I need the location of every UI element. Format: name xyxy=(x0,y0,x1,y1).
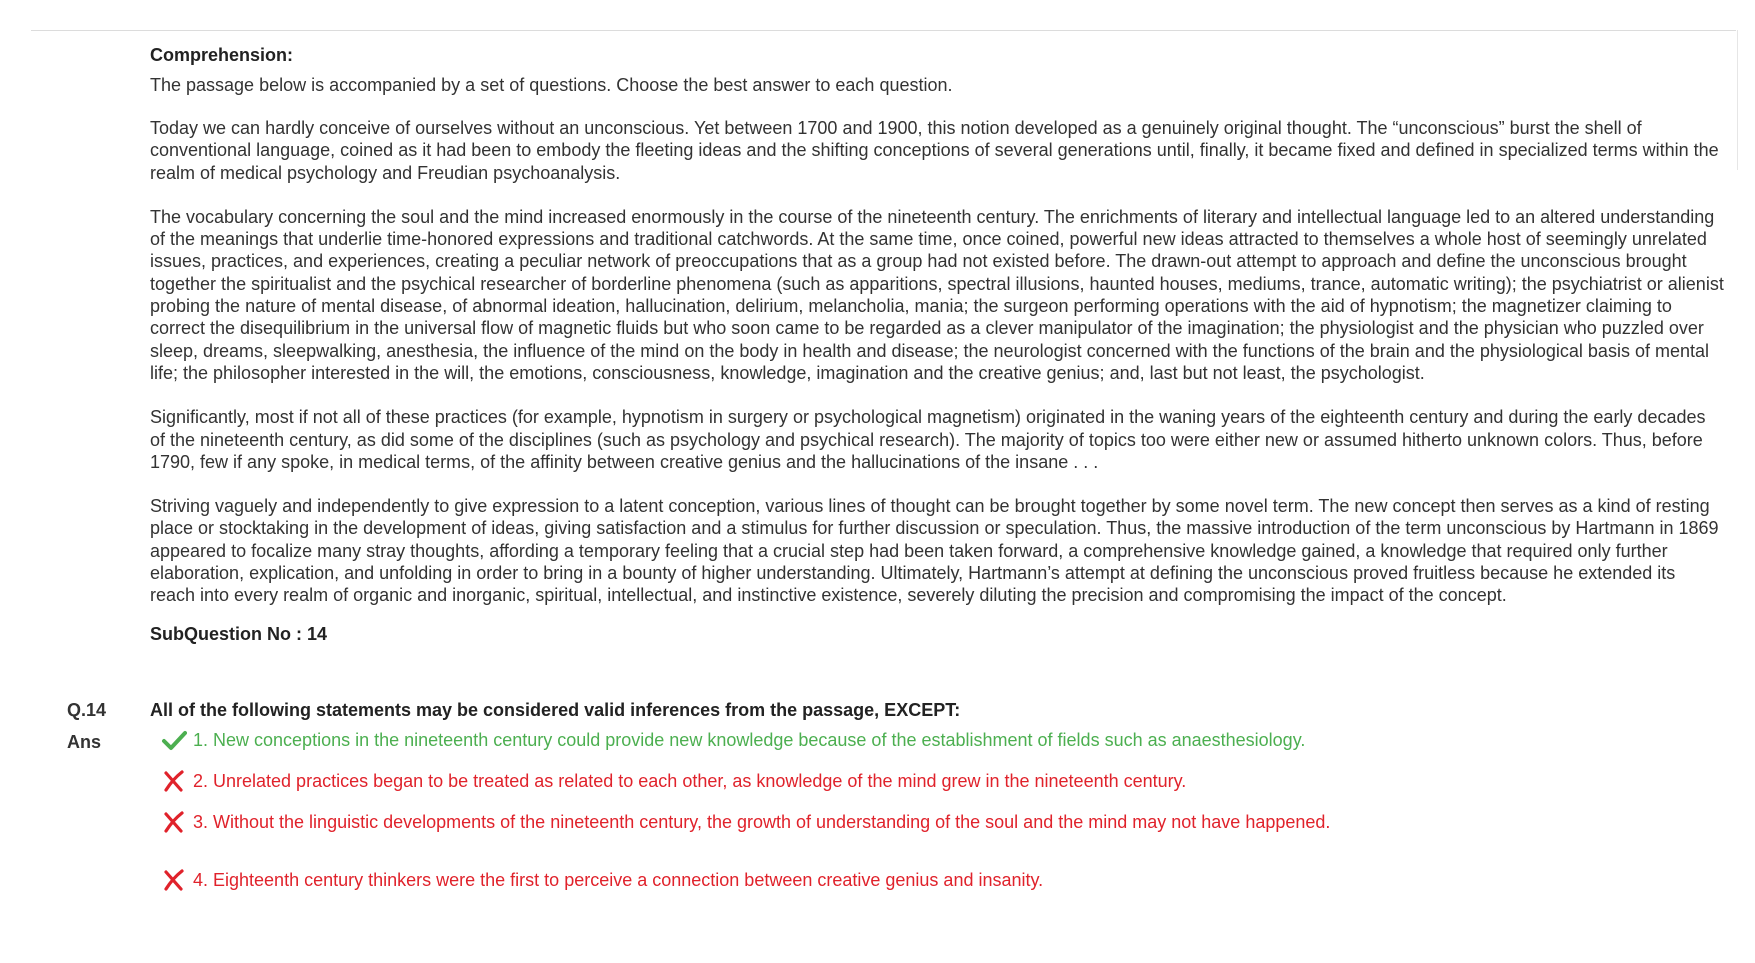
option-4 xyxy=(161,869,1043,891)
option-3-text: 3. Without the linguistic developments of the nineteenth century, the growth of understanding of the soul and the mind may not have happened. xyxy=(193,812,1331,832)
cross-icon xyxy=(161,811,187,833)
passage-paragraph-4: Striving vaguely and independently to give expression to a latent conception, various lines of thought can be brought together by some novel term. The new concept then serves as a kind of resting place or stocktaking in the development of ideas, giving satisfaction and a stimulus for further discussion or speculation. Thus, the massive introduction of the term unconscious by Hartmann in 1869 appeared to focalize many stray thoughts, affording a temporary feeling that a crucial step had been taken forward, a comprehensive knowledge gained, a knowledge that required only further elaboration, explication, and unfolding in order to bring in a bounty of higher understanding. Ultimately, Hartmann’s attempt at defining the unconscious proved fruitless because he extended its reach into every realm of organic and inorganic, spiritual, intellectual, and instinctive existence, severely diluting the precision and compromising the impact of the concept. xyxy=(150,496,1719,606)
option-2-text: 2. Unrelated practices began to be treated as related to each other, as knowledge of the mind grew in the nineteenth century. xyxy=(193,771,1187,791)
subquestion-label: SubQuestion No : 14 xyxy=(150,623,328,644)
answer-label: Ans xyxy=(67,732,102,752)
cross-icon xyxy=(161,770,187,792)
passage-paragraph-3: Significantly, most if not all of these practices (for example, hypnotism in surgery or psychological magnetism) originated in the waning years of the eighteenth century and during the early decades of the nineteenth century, as did some of the disciplines (such as psychology and psychical research). The majority of topics too were either new or assumed hitherto unknown colors. Thus, before 1790, few if any spoke, in medical terms, of the affinity between creative genius and the hallucinations of the insane . . . xyxy=(150,407,1706,472)
comprehension-heading: Comprehension: xyxy=(150,45,294,65)
option-1 xyxy=(161,729,1305,751)
option-3 xyxy=(161,811,1330,833)
option-1-text: 1. New conceptions in the nineteenth century could provide new knowledge because of the establishment of fields such as anaesthesiology. xyxy=(193,730,1306,750)
question-text: All of the following statements may be considered valid inferences from the passage, EXCEPT: xyxy=(150,700,961,720)
option-2 xyxy=(161,770,1186,792)
cross-icon xyxy=(161,869,187,891)
option-4-text: 4. Eighteenth century thinkers were the first to perceive a connection between creative genius and insanity. xyxy=(193,870,1044,890)
passage-paragraph-2: The vocabulary concerning the soul and the mind increased enormously in the course of the nineteenth century. The enrichments of literary and intellectual language led to an altered understanding of the meanings that underlie time-honored expressions and traditional catchwords. At the same time, once coined, powerful new ideas attracted to themselves a whole host of seemingly unrelated issues, practices, and experiences, creating a peculiar network of preoccupations that as a group had not existed before. The drawn-out attempt to approach and define the unconscious brought together the spiritualist and the psychical researcher of borderline phenomena (such as apparitions, spectral illusions, haunted houses, mediums, trance, automatic writing); the psychiatrist or alienist probing the nature of mental disease, of abnormal ideation, hallucination, delirium, melancholia, mania; the surgeon performing operations with the aid of hypnotism; the magnetizer claiming to correct the disequilibrium in the universal flow of magnetic fluids but who soon came to be regarded as a clever manipulator of the imagination; the physiologist and the physician who puzzled over sleep, dreams, sleepwalking, anesthesia, the influence of the mind on the body in health and disease; the neurologist concerned with the functions of the brain and the physiological basis of mental life; the philosopher interested in the will, the emotions, consciousness, knowledge, imagination and the creative genius; and, last but not least, the psychologist. xyxy=(150,206,1724,383)
top-divider xyxy=(31,30,1736,31)
passage-paragraph-1: Today we can hardly conceive of ourselves without an unconscious. Yet between 1700 and 1900, this notion developed as a genuinely original thought. The “unconscious” burst the shell of conventional language, coined as it had been to embody the fleeting ideas and the shifting conceptions of several generations until, finally, it became fixed and defined in specialized terms within the realm of medical psychology and Freudian psychoanalysis. xyxy=(150,118,1719,183)
comprehension-section xyxy=(150,44,1725,656)
scrollbar-track[interactable] xyxy=(1737,30,1738,170)
comprehension-instruction: The passage below is accompanied by a set of questions. Choose the best answer to each question. xyxy=(150,75,953,95)
question-number: Q.14 xyxy=(67,700,107,720)
check-icon xyxy=(161,729,187,751)
